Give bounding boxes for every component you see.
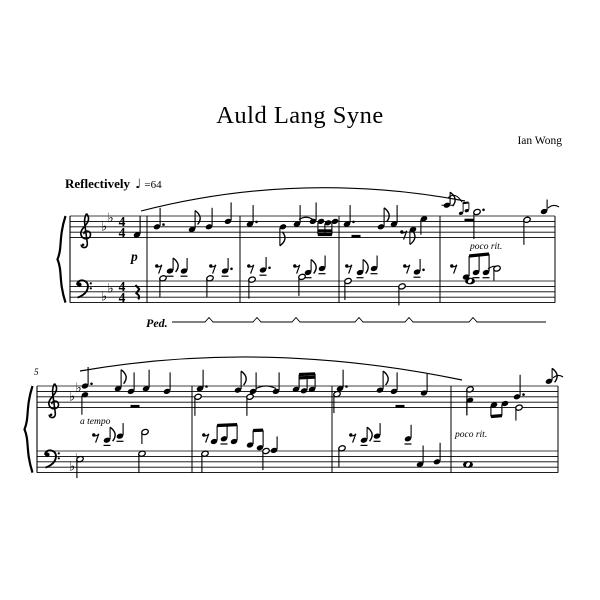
flat-icon: ♭ xyxy=(101,289,108,305)
flat-icon: ♭ xyxy=(107,281,114,297)
system-brace xyxy=(25,386,33,473)
tenuto-mark xyxy=(181,276,188,277)
slur xyxy=(553,375,563,378)
flag xyxy=(241,371,246,385)
tenuto-mark xyxy=(405,443,412,444)
note xyxy=(230,425,238,445)
bass-clef-icon xyxy=(77,280,92,297)
note xyxy=(442,192,456,209)
note xyxy=(249,372,257,395)
note xyxy=(210,426,218,446)
flag xyxy=(173,258,178,272)
half-rest xyxy=(352,235,361,238)
slur xyxy=(141,188,465,211)
tenuto-mark xyxy=(414,277,421,278)
eighth-rest xyxy=(450,264,457,273)
time-signature-denominator: 4 xyxy=(118,289,126,305)
note xyxy=(142,370,150,393)
tenuto-mark xyxy=(319,273,326,274)
note xyxy=(413,259,425,278)
note xyxy=(166,258,178,277)
note xyxy=(466,397,474,416)
grace-note xyxy=(464,203,469,213)
flat-icon: ♭ xyxy=(69,389,76,405)
note xyxy=(472,255,480,278)
tenuto-mark xyxy=(222,276,229,277)
note xyxy=(248,276,256,299)
tenuto-mark xyxy=(357,277,364,278)
note xyxy=(141,428,149,444)
tenuto-mark xyxy=(371,273,378,274)
note xyxy=(81,391,89,415)
system-1 xyxy=(58,188,560,330)
a-tempo-text: a tempo xyxy=(80,417,111,427)
note xyxy=(409,226,417,245)
flag xyxy=(121,370,126,384)
poco-rit-text: poco rit. xyxy=(470,242,503,252)
note xyxy=(473,208,485,239)
note xyxy=(194,393,202,416)
tempo-equals: = xyxy=(144,179,151,191)
note xyxy=(370,256,378,275)
note xyxy=(234,371,246,394)
note xyxy=(356,260,368,279)
tenuto-mark xyxy=(483,277,490,278)
note xyxy=(344,277,352,300)
half-rest xyxy=(465,219,474,222)
piece-title: Auld Lang Syne xyxy=(216,102,384,129)
system-brace xyxy=(58,216,66,303)
quarter-note-icon: ♩ xyxy=(134,177,142,192)
tenuto-mark xyxy=(361,445,368,446)
note xyxy=(462,256,470,281)
note xyxy=(279,223,287,246)
note xyxy=(116,423,124,442)
tenuto-mark xyxy=(117,441,124,442)
note xyxy=(220,425,228,445)
note xyxy=(127,372,135,395)
note xyxy=(246,393,254,416)
note xyxy=(360,427,372,446)
tenuto-mark xyxy=(104,445,111,446)
time-signature-numerator: 4 xyxy=(118,214,126,229)
note xyxy=(540,200,548,216)
note xyxy=(224,202,232,225)
grace-note xyxy=(458,203,463,215)
time-signature-denominator: 4 xyxy=(118,224,126,240)
note xyxy=(180,258,188,277)
slur xyxy=(548,205,559,208)
poco-rit-text: poco rit. xyxy=(455,430,488,440)
pedal-mark-icon: Ped. xyxy=(146,316,168,330)
eighth-rest xyxy=(155,264,162,273)
note xyxy=(420,374,428,397)
system-2 xyxy=(25,357,564,478)
augmentation-dot xyxy=(205,385,208,388)
flag xyxy=(110,427,115,441)
note xyxy=(433,443,441,466)
augmentation-dot xyxy=(230,268,233,271)
augmentation-dot xyxy=(90,383,93,386)
augmentation-dot xyxy=(352,221,355,224)
note xyxy=(523,216,531,245)
eighth-rest xyxy=(349,433,356,442)
note xyxy=(493,265,501,281)
note xyxy=(221,258,233,277)
note xyxy=(196,370,208,393)
note xyxy=(463,461,473,468)
eighth-rest xyxy=(92,433,99,442)
flag xyxy=(384,208,389,222)
eighth-rest xyxy=(247,264,254,273)
beam xyxy=(463,203,469,204)
augmentation-dot xyxy=(522,393,525,396)
flag xyxy=(311,260,316,274)
tempo-word: Reflectively xyxy=(65,176,130,191)
eighth-rest xyxy=(345,264,352,273)
note xyxy=(390,372,398,395)
eighth-rest xyxy=(293,264,300,273)
tenuto-mark xyxy=(473,277,480,278)
flag xyxy=(363,260,368,274)
treble-clef-icon xyxy=(49,384,59,418)
measure-number: 5 xyxy=(34,367,39,377)
eighth-rest xyxy=(209,264,216,273)
note xyxy=(398,283,406,306)
eighth-rest xyxy=(202,433,209,442)
half-rest xyxy=(131,405,140,408)
augmentation-dot xyxy=(162,223,165,226)
flag xyxy=(367,427,372,441)
tenuto-mark xyxy=(167,276,174,277)
note xyxy=(298,273,306,296)
eighth-rest xyxy=(400,230,407,239)
note xyxy=(205,208,213,231)
pedal-line xyxy=(172,318,546,323)
note xyxy=(376,371,388,394)
note xyxy=(114,370,126,393)
note xyxy=(373,423,381,442)
tenuto-mark xyxy=(221,443,228,444)
note xyxy=(103,427,115,446)
dynamic-piano: p xyxy=(131,249,138,264)
note xyxy=(272,372,280,395)
augmentation-dot xyxy=(345,385,348,388)
note xyxy=(292,375,300,393)
note xyxy=(256,430,264,451)
note xyxy=(318,256,326,275)
note xyxy=(404,425,412,445)
augmentation-dot xyxy=(268,267,271,270)
flat-icon: ♭ xyxy=(75,381,82,397)
note xyxy=(490,401,498,416)
note xyxy=(259,257,271,276)
augmentation-dot xyxy=(255,221,258,224)
slur xyxy=(80,357,462,380)
note xyxy=(163,372,171,395)
note xyxy=(482,254,490,278)
composer-name: Ian Wong xyxy=(517,135,562,147)
flag xyxy=(383,371,388,385)
note xyxy=(420,215,428,235)
slur xyxy=(299,217,313,219)
note xyxy=(309,202,317,225)
augmentation-dot xyxy=(482,209,485,212)
beam xyxy=(491,416,502,417)
half-rest xyxy=(396,405,405,408)
tenuto-mark xyxy=(260,275,267,276)
eighth-rest xyxy=(403,264,410,273)
note xyxy=(515,404,523,421)
note xyxy=(262,447,270,470)
flag xyxy=(552,368,557,382)
tenuto-mark xyxy=(374,441,381,442)
flag xyxy=(195,211,200,225)
note xyxy=(465,278,475,285)
flat-icon: ♭ xyxy=(101,219,108,235)
note xyxy=(336,370,348,393)
flat-icon: ♭ xyxy=(107,211,114,227)
tempo-bpm: 64 xyxy=(150,179,162,191)
bass-clef-icon xyxy=(45,450,60,467)
augmentation-dot xyxy=(422,269,425,272)
note xyxy=(246,431,254,449)
flag xyxy=(280,232,285,246)
treble-clef-icon xyxy=(81,214,91,248)
flat-icon: ♭ xyxy=(69,459,76,475)
time-signature-numerator: 4 xyxy=(118,279,126,294)
